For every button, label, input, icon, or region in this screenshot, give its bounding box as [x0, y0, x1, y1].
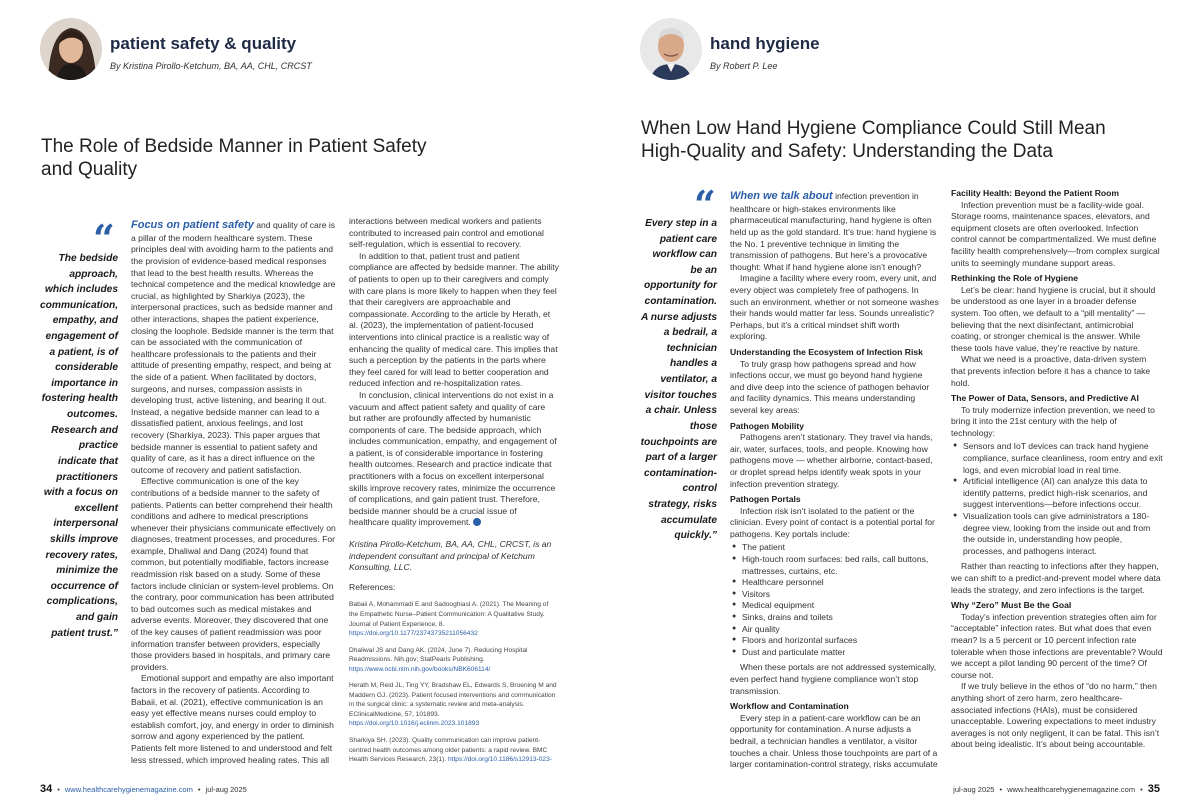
title-line-1: When Low Hand Hygiene Compliance Could Still Mean — [641, 118, 1106, 139]
technology-list — [951, 441, 1163, 557]
paragraph: Every step in a patient-care workflow can be an opportunity for contamination. A nurse adjusts a bedrail, a technician handles a ventilator, a visitor touches a chair. Unless those touchpoints are part of a larger contamination-control strategy, risks accumulate — [730, 712, 938, 770]
reference-item: Dhaliwal JS and Dang AK. (2024, June 7). Reducing Hospital Readmissions. Nih.gov; StatPearls Publishing. https://www.ncbi.nlm.nih.gov/books/NBK606114/ — [349, 646, 528, 673]
title-line-2: and Quality — [41, 158, 138, 180]
page-number: 34 — [40, 783, 53, 795]
subheading: Understanding the Ecosystem of Infection Risk — [730, 346, 923, 357]
subheading: Why “Zero” Must Be the Goal — [951, 600, 1072, 611]
paragraph: To truly modernize infection prevention, we need to bring it into the 21st century with the help of technology: — [951, 404, 1155, 438]
reference-link[interactable]: https://doi.org/10.1016/j.eclinm.2023.101893 — [349, 720, 480, 728]
footer-bullet: • — [57, 785, 60, 794]
right-page — [600, 0, 1200, 803]
body-column-2 — [951, 188, 1163, 770]
list-item: ● Healthcare personnel — [730, 577, 939, 589]
paragraph: To truly grasp how pathogens spread and how infections occur, we must go beyond hand hygiene and dive deep into the science of pathogen behavior and facility dynamics. This means understanding several key areas: — [730, 358, 930, 415]
author-note: Kristina Pirollo-Ketchum, BA, AA, CHL, CRCST, is an independent consultant and principal of Ketchum Konsulting, LLC. — [349, 539, 552, 573]
paragraph: Infection risk isn’t isolated to the patient or the clinician. Every point of contact is a potential portal for pathogens. Key portals include: — [730, 505, 935, 539]
lead-in: Focus on patient safety — [131, 219, 254, 231]
body-column-1 — [131, 218, 337, 766]
page-footer-right — [953, 783, 1160, 795]
reference-link[interactable]: https://www.ncbi.nlm.nih.gov/books/NBK606114/ — [349, 665, 491, 673]
pull-quote: The bedside approach, which includes communication, empathy, and engagement of a patient, is of considerable importance in fostering health outcomes. Research and practice indicate that practitioners with a focus on excellent interpersonal skills improve recovery rates, minimize the occurrence of complications, and gain patient trust.” — [40, 253, 119, 639]
body-column-2 — [349, 216, 559, 764]
title-line-1: The Role of Bedside Manner in Patient Safety — [41, 136, 427, 157]
list-item: ● Sinks, drains and toilets — [730, 612, 939, 624]
paragraph: Rather than reacting to infections after they happen, we can shift to a predict-and-prevent model where data leads the strategy, and zero infections is the target. — [951, 561, 1161, 595]
footer-url-link[interactable]: www.healthcarehygienemagazine.com — [1007, 785, 1136, 794]
reference-link[interactable]: https://doi.org/10.1177/23743735211056432 — [349, 630, 478, 638]
end-mark-icon — [473, 518, 481, 526]
footer-bullet: • — [999, 785, 1003, 794]
footer-bullet: • — [197, 785, 201, 794]
byline: By Kristina Pirollo-Ketchum, BA, AA, CHL, CRCST — [110, 61, 312, 71]
subheading: Rethinking the Role of Hygiene — [951, 273, 1079, 284]
author-portrait-icon — [40, 18, 102, 80]
quote-mark-icon: “ — [93, 216, 115, 261]
list-item: ● Artificial intelligence (AI) can analyze this data to identify patterns, predict high-risk scenarios, and suggest interventions—before infections occur. — [951, 476, 1163, 511]
paragraph: Infection prevention must be a facility-wide goal. Storage rooms, maintenance spaces, elevators, and equipment closets are often overlooked. Infection control cannot be compartmentalized. We must define facility health comprehensively—from complex surgical units to seemingly mundane support areas. — [951, 199, 1160, 268]
list-item: ● Dust and particulate matter — [730, 647, 939, 659]
body-column-1 — [730, 189, 939, 771]
article-title — [641, 118, 1181, 164]
intro-paragraph: Focus on patient safety and quality of care is a pillar of the modern healthcare system. These principles deal with avoiding harm to the patients and the provision of evidence-based medical responses that lead to the best health results. Whereas the technical competence and the medical knowledge are crucial, as highlighted by Sharkiya (2023), the interpersonal practices, such as bedside manner and other interactions, shapes the patient experience, closing the loophole. Bedside manner is the term that can be associated with the communication of healthcare professionals to the patients and their attitude of presenting empathy, respect, and being at the side of a patient. When facilitated by doctors, surgeons, and nurses, compassion assists in developing trust, active listening, and bearing it out. Instead, a negative bedside manner can lead to a dissatisfied patient, anxious feelings, and lost recovery (Sharkiya, 2023). This paper argues that bedside manner is essential to patient safety and quality of care, as it has a direct influence on the outcome of recovery and patient satisfaction. — [131, 219, 336, 475]
subheading: Workflow and Contamination — [730, 701, 849, 712]
paragraph: Effective communication is one of the key contributions of a bedside manner to the safety of patients. Patients can better comprehend their health conditions and adhere to medical prescriptions whenever their physicians communicate effectively on diagnoses, treatment processes, and procedures. For example, Dhaliwal and Dang (2024) found that common, but potentially modifiable, factors increase readmission risk based on a study. Some of these factors include clinician or system-level problems. On the contrary, poor communication has been attributed to bad outcomes such as medical mistakes and adverse events. Moreover, they discovered that one of the key causes of patient readmission was poor information transfer between providers, especially those providers based in hospitals, and primary care providers. — [131, 476, 336, 672]
paragraph: Emotional support and empathy are also important factors in the recovery of patients. According to Babaii, et al. (2021), effective communication is an easy yet effective means nurses could employ to establish comfort, joy, and energy in order to diminish sorrow and agony experienced by the patient. Patients felt more listened to and understood and felt less stressed, which improved healing rates. This all — [131, 673, 334, 765]
paragraph: Imagine a facility where every room, every unit, and every object was completely free of pathogens. In such an environment, whether or not someone washes their hands would matter far less. Sounds unrealistic? Perhaps, but it’s a critical mindset shift worth exploring. — [730, 273, 939, 342]
subheading: Pathogen Portals — [730, 494, 801, 505]
list-item: ● The patient — [730, 542, 939, 554]
title-line-2: High-Quality and Safety: Understanding the Data — [641, 140, 1053, 162]
list-item: ● Visualization tools can give administrators a 180-degree view, looking from the inside out and from the outside in, understanding how people, processes, and pathogens interact. — [951, 511, 1163, 557]
list-item: ● Sensors and IoT devices can track hand hygiene compliance, surface cleanliness, room entry and exit logs, and even microbial load in real time. — [951, 441, 1163, 476]
conclusion-paragraph: In conclusion, clinical interventions do not exist in a vacuum and affect patient safety and quality of care but rather are profoundly affected by humanistic components of care. The bedside approach, which includes communication, empathy, and engagement of a patient, is of considerable importance in fostering health outcomes. Research and practice indicate that practitioners with a focus on excellent interpersonal skills improve recovery rates, minimize the occurrence of complications, and gain patient trust. Therefore, bedside manner should be a crucial issue of healthcare quality improvement. — [349, 389, 557, 528]
paragraph: When these portals are not addressed systemically, even perfect hand hygiene compliance won’t stop transmission. — [730, 662, 937, 696]
list-item: ● Floors and horizontal surfaces — [730, 635, 939, 647]
subheading: Facility Health: Beyond the Patient Room — [951, 188, 1120, 198]
reference-item: Sharkiya SH. (2023). Quality communication can improve patient-centred health outcomes among older patients: a rapid review. BMC Health Services Research, 23(1). https://doi.org/10.1186/s12913-023- — [349, 736, 559, 764]
footer-bullet: • — [1140, 785, 1143, 794]
paragraph: If we truly believe in the ethos of “do no harm,” then anything short of zero harm, zero healthcare-associated infections (HAIs), must be considered unacceptable. Lowering expectations to meet industry averages is not only negligent, it can be fatal. This isn’t about being idealistic. It’s about being accountable. — [951, 681, 1160, 750]
pull-quote: Every step in a patient care workflow can be an opportunity for contamination. A nurse adjusts a bedrail, a technician handles a ventilator, a visitor touches a chair. Unless those touchpoints are part of a larger contamination-control strategy, risks accumulate quickly.” — [640, 218, 717, 542]
intro-paragraph: When we talk about infection prevention in healthcare or high-stakes environments like pharmaceutical manufacturing, hand hygiene is often held up as the gold standard. It’s true: hand hygiene is the No. 1 preventive technique in limiting the transmission of pathogens. But here’s a provocative thought: What if hand hygiene alone isn’t enough? — [730, 190, 937, 272]
paragraph: Pathogens aren’t stationary. They travel via hands, air, water, surfaces, tools, and people. Knowing how pathogens move — whether airborne, contact-based, or droplet spread helps identify weak spots in your infection prevention strategy. — [730, 432, 933, 489]
article-title — [41, 136, 581, 182]
footer-date: jul-aug 2025 — [205, 785, 247, 794]
column-tag: patient safety & quality — [110, 34, 297, 53]
subheading: The Power of Data, Sensors, and Predictive AI — [951, 393, 1139, 404]
references-heading: References: — [349, 581, 396, 592]
paragraph: Let’s be clear: hand hygiene is crucial, but it should be understood as one layer in a broader defense system. Too often, we default to a “pill mentality” — believing that the next disinfectant, antimicrobial coating, or stronger chemical is the answer. While these tools have value, they’re reactive by nature. — [951, 284, 1156, 353]
list-item: ● Medical equipment — [730, 600, 939, 612]
paragraph: Today’s infection prevention strategies often aim for “acceptable” infection rates. But what does that even mean? Is a 5 percent or 10 percent infection rate tolerable when those infections are preventable? Would we accept a pilot landing 90 percent of the time? Of course not. — [951, 611, 1163, 680]
author-portrait-icon — [640, 18, 702, 80]
reference-link[interactable]: https://doi.org/10.1186/s12913-023- — [447, 756, 552, 764]
page-footer-left — [40, 783, 247, 795]
list-item: ● High-touch room surfaces: bed rails, call buttons, mattresses, curtains, etc. — [730, 554, 939, 577]
paragraph: In addition to that, patient trust and patient compliance are affected by bedside manner. The ability of patients to open up to their caregivers and comply with care plans is more likely to happen when they feel that their caregivers are approachable and compassionate. According to the article by Herath, et al. (2023), the implementation of patient-focused interventions into clinical practice is a realistic way of enhancing the quality of medical care. This implies that such a perception by the patients in the parts where they feel cared for will lead to better cooperation and reduced infection and re-hospitalization rates. — [349, 250, 559, 389]
quote-mark-icon: “ — [694, 182, 716, 227]
page-number: 35 — [1147, 783, 1160, 795]
paragraph: What we need is a proactive, data-driven system that prevents infection before it has a chance to take hold. — [951, 354, 1151, 388]
lead-in: When we talk about — [730, 190, 833, 202]
footer-date: jul-aug 2025 — [953, 785, 995, 794]
reference-item: Babaii A, Mohammadi E and Sadooghiasl A. (2021). The Meaning of the Empathetic Nurse–Patient Communication: A Qualitative Study. Journal of Patient Experience, 8. https://doi.org/10.1177/23743735211056432 — [349, 601, 549, 638]
column-tag: hand hygiene — [710, 34, 820, 53]
author-photo-left — [40, 18, 102, 80]
list-item: ● Visitors — [730, 589, 939, 601]
subheading: Pathogen Mobility — [730, 420, 804, 431]
reference-item: Herath M, Reid JL, Ting YY, Bradshaw EL, Edwards S, Bruening M and Maddern GJ. (2023). Patient focused interventions and communication in the surgical clinic: a systematic review and meta-analysis. EClinicalMedicine, 57, 101893. https://doi.org/10.1016/j.eclinm.2023.101893 — [349, 682, 557, 728]
author-photo-right — [640, 18, 702, 80]
byline: By Robert P. Lee — [710, 61, 778, 71]
list-item: ● Air quality — [730, 624, 939, 636]
portal-list — [730, 542, 939, 658]
footer-url-link[interactable]: www.healthcarehygienemagazine.com — [64, 785, 193, 794]
paragraph: interactions between medical workers and patients contributed to increased pain control and emotional self-regulation, which is essential to recovery. — [349, 216, 544, 250]
